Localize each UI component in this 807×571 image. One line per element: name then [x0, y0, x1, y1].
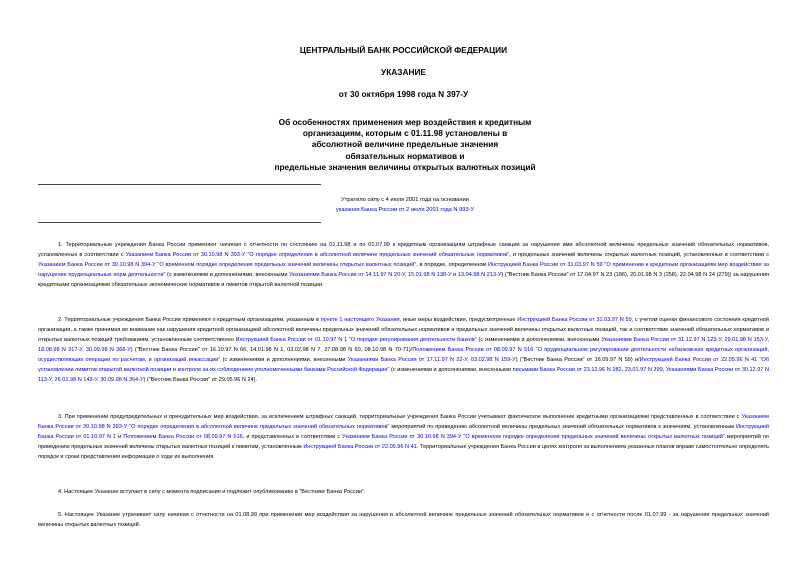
paragraph-text: ,: [662, 366, 666, 373]
paragraph-text: и: [116, 433, 124, 440]
document-subject: [240, 117, 570, 173]
paragraph-text: , и представленных в соответствии с: [242, 433, 343, 440]
organization-title: ЦЕНТРАЛЬНЫЙ БАНК РОССИЙСКОЙ ФЕДЕРАЦИИ: [299, 45, 508, 55]
document-link[interactable]: Инструкцией Банка России от 22.05.96 N 41 "Об установлении лимитов открытой валютной позиции и контроле за их соблюдением уполномоченными банками Российской Федерации": [38, 356, 769, 373]
paragraph-text: , с учетом оценки финансового состояния кредитной организации, а также принимая во внимание как нарушения кредитной организацией абсолютной величины предельных значений обязательных нормативов и предельных значений величины открытых валютных позиций, так и соответствие значений обязательных нормативов и открытых валютных позиций требованиям, установленным соответственно: [38, 317, 769, 343]
paragraph-text: 3. При применении предупредительных и принудительных мер воздействия, за исключением штрафных санкций, территориальные учреждения Банка России учитывают фактическое выполнение кредитными организациями представленных в соответствии с: [58, 414, 742, 420]
document-link[interactable]: Указанием Банка России от 30.10.98 N 394-У "О временном порядке определения предельных значений величины открытых валютных позиций": [342, 433, 725, 440]
paragraph-text: , в порядке, определенном: [416, 261, 488, 268]
document-link[interactable]: письмами Банка России от 23.12.96 N 382, 23.01.97 N 399: [512, 366, 663, 373]
paragraph-1: [38, 241, 769, 291]
paragraph-text: (с изменениями и дополнениями, внесенными: [220, 356, 348, 363]
document-link[interactable]: Положением Банка России от 08.09.97 N 516: [123, 433, 243, 440]
divider-bottom: [38, 222, 321, 223]
document-link[interactable]: Инструкцией Банка России от 01.10.97 N 1 "О порядке регулирования деятельности банков": [235, 336, 477, 343]
subject-line: организациям, которым с 01.11.98 установлены в: [302, 128, 508, 139]
document-link[interactable]: Указанием Банка России от 30.10.98 N 394-У "О временном порядке определения предельных значений величины открытых валютных позиций": [38, 261, 417, 268]
paragraph-text: 2. Территориальные учреждения Банка России применяют к кредитным организациям, указанным в: [58, 317, 321, 323]
document-link[interactable]: Инструкцией Банка России от 31.03.97 N 59: [517, 317, 632, 323]
paragraph-text: ) ("Вестник Банка России" от 16.09.97 N 59) и/: [515, 356, 640, 363]
paragraph-4: 4. Настоящее Указание вступает в силу с момента подписания и подлежит опубликованию в "Вестнике Банка России".: [58, 489, 366, 495]
paragraph-text: мероприятий по приведению предельных значений величины открытых валютных позиций к лимитам, установленным: [38, 433, 770, 450]
document-link[interactable]: пункте 1 настоящего Указания: [320, 317, 400, 323]
paragraph-text: ) ("Вестник Банка России" от 29.05.96 N 24).: [143, 376, 257, 383]
paragraph-text: ) ("Вестник Банка России" от 16.10.97 N 66, 14.01.98 N 1, 03.02.98 N 7, 27.08.98 N 60, 08.10.98 N 70-71)/: [130, 346, 413, 353]
subject-line: Об особенностях применения мер воздействия к кредитным: [278, 117, 532, 127]
paragraph-text: мероприятий по приведению абсолютной величины предельных значений обязательных нормативов к значениям, установленным: [389, 423, 736, 430]
document-link[interactable]: Инструкцией Банка России от 01.10.97 N 1: [38, 423, 769, 440]
subject-line: предельные значения величины открытых валютных позиций: [274, 161, 536, 172]
paragraph-text: 1. Территориальные учреждения Банка России применяют начиная с отчетности по состоянию на 01.11.98 и по 01.07.99 к кредитным организациям штрафные санкции за нарушения ими абсолютной величины предельных значений обязательных нормативов, установленных в соответствии с: [38, 242, 769, 258]
divider-top: [38, 184, 321, 185]
paragraph-text: , и предельных значений величины открытых валютных позиций, установленных в соответствии с: [509, 251, 769, 258]
subject-line: обязательных нормативов и: [345, 150, 465, 161]
document-link[interactable]: Инструкцией Банка России от 22.05.96 N 41: [303, 443, 417, 450]
document-link[interactable]: Инструкцией Банка России от 31.03.97 N 59 "О применении к кредитным организациям мер воздействия за нарушение пруденциальных норм деятельности": [38, 261, 769, 278]
document-type: УКАЗАНИЕ: [381, 67, 426, 77]
paragraph-5: 5. Настоящее Указание утрачивает силу начиная с отчетности на 01.08.99 при применении мер воздействия за нарушения в абсолютной величине предельных значений обязательных нормативов и с отчетности после 01.07.99 - за нарушения предельных значений величины открытых валютных позиций.: [38, 512, 769, 528]
status-note: [300, 195, 510, 215]
paragraph-2: [38, 316, 769, 386]
document-link[interactable]: Указаниями Банка России от 31.12.97 N 123-У, 29.01.98 N 153-У, 18.08.98 N 317-У, 30.09.98 N 368-У: [38, 336, 770, 353]
document-date-number: от 30 октября 1998 года N 397-У: [338, 89, 469, 99]
repeal-link[interactable]: указания Банка России от 2 июля 2001 года N 993-У: [335, 207, 475, 213]
paragraph-text: (с изменениями и дополнениями, внесенными: [389, 366, 513, 373]
paragraph-text: , иные меры воздействия, предусмотренные: [399, 317, 518, 323]
status-note-text: Утратило силу с 4 июля 2001 года на основании: [341, 197, 469, 203]
document-link[interactable]: Указаниями Банка России от 17.11.97 N 22-У, 03.02.98 N 159-У: [347, 356, 516, 363]
document-link[interactable]: Положением Банка России от 08.09.97 N 516 "О пруденциальном регулировании деятельности небанковских кредитных организаций, осуществляющих операции по расчетам, и организаций инкассации": [38, 346, 769, 363]
paragraph-text: (с изменениями и дополнениями, внесенными: [476, 336, 602, 343]
paragraph-text: ) ("Вестник Банка России" от 17.04.97 N 23 (186), 20.01.98 N 3 (258), 22.04.98 N 24 (279)) за нарушения кредитными организациями обязательных экономических нормативов и лимитов открытой валютной позиции.: [38, 271, 769, 288]
document-link[interactable]: Указанием Банка России от 30.10.98 N 393-У "О порядке определения в абсолютной величине предельных значений обязательных нормативов": [125, 251, 510, 258]
paragraph-3: [38, 413, 769, 463]
subject-line: абсолютной величине предельные значения: [311, 139, 499, 150]
paragraph-text: . Территориальные учреждения Банка России в целях контроля за выполнением указанных планов вправе самостоятельно определять порядок и сроки представления информации о ходе их выполнения.: [38, 443, 770, 460]
document-link[interactable]: Указаниями Банка России от 14.11.97 N 20-У, 15.01.98 N 138-У и 13.04.98 N 213-У: [289, 271, 502, 278]
document-link[interactable]: Указаниями Банка России от 30.12.97 N 113-У, 26.01.98 N 143-У, 30.09.98 N 364-У: [38, 366, 769, 383]
document-link[interactable]: Указанием Банка России от 30.10.98 N 393-У "О порядке определения в абсолютной величине предельных значений обязательных нормативов": [38, 414, 769, 430]
paragraph-text: (с изменениями и дополнениями, внесенными: [165, 271, 290, 278]
